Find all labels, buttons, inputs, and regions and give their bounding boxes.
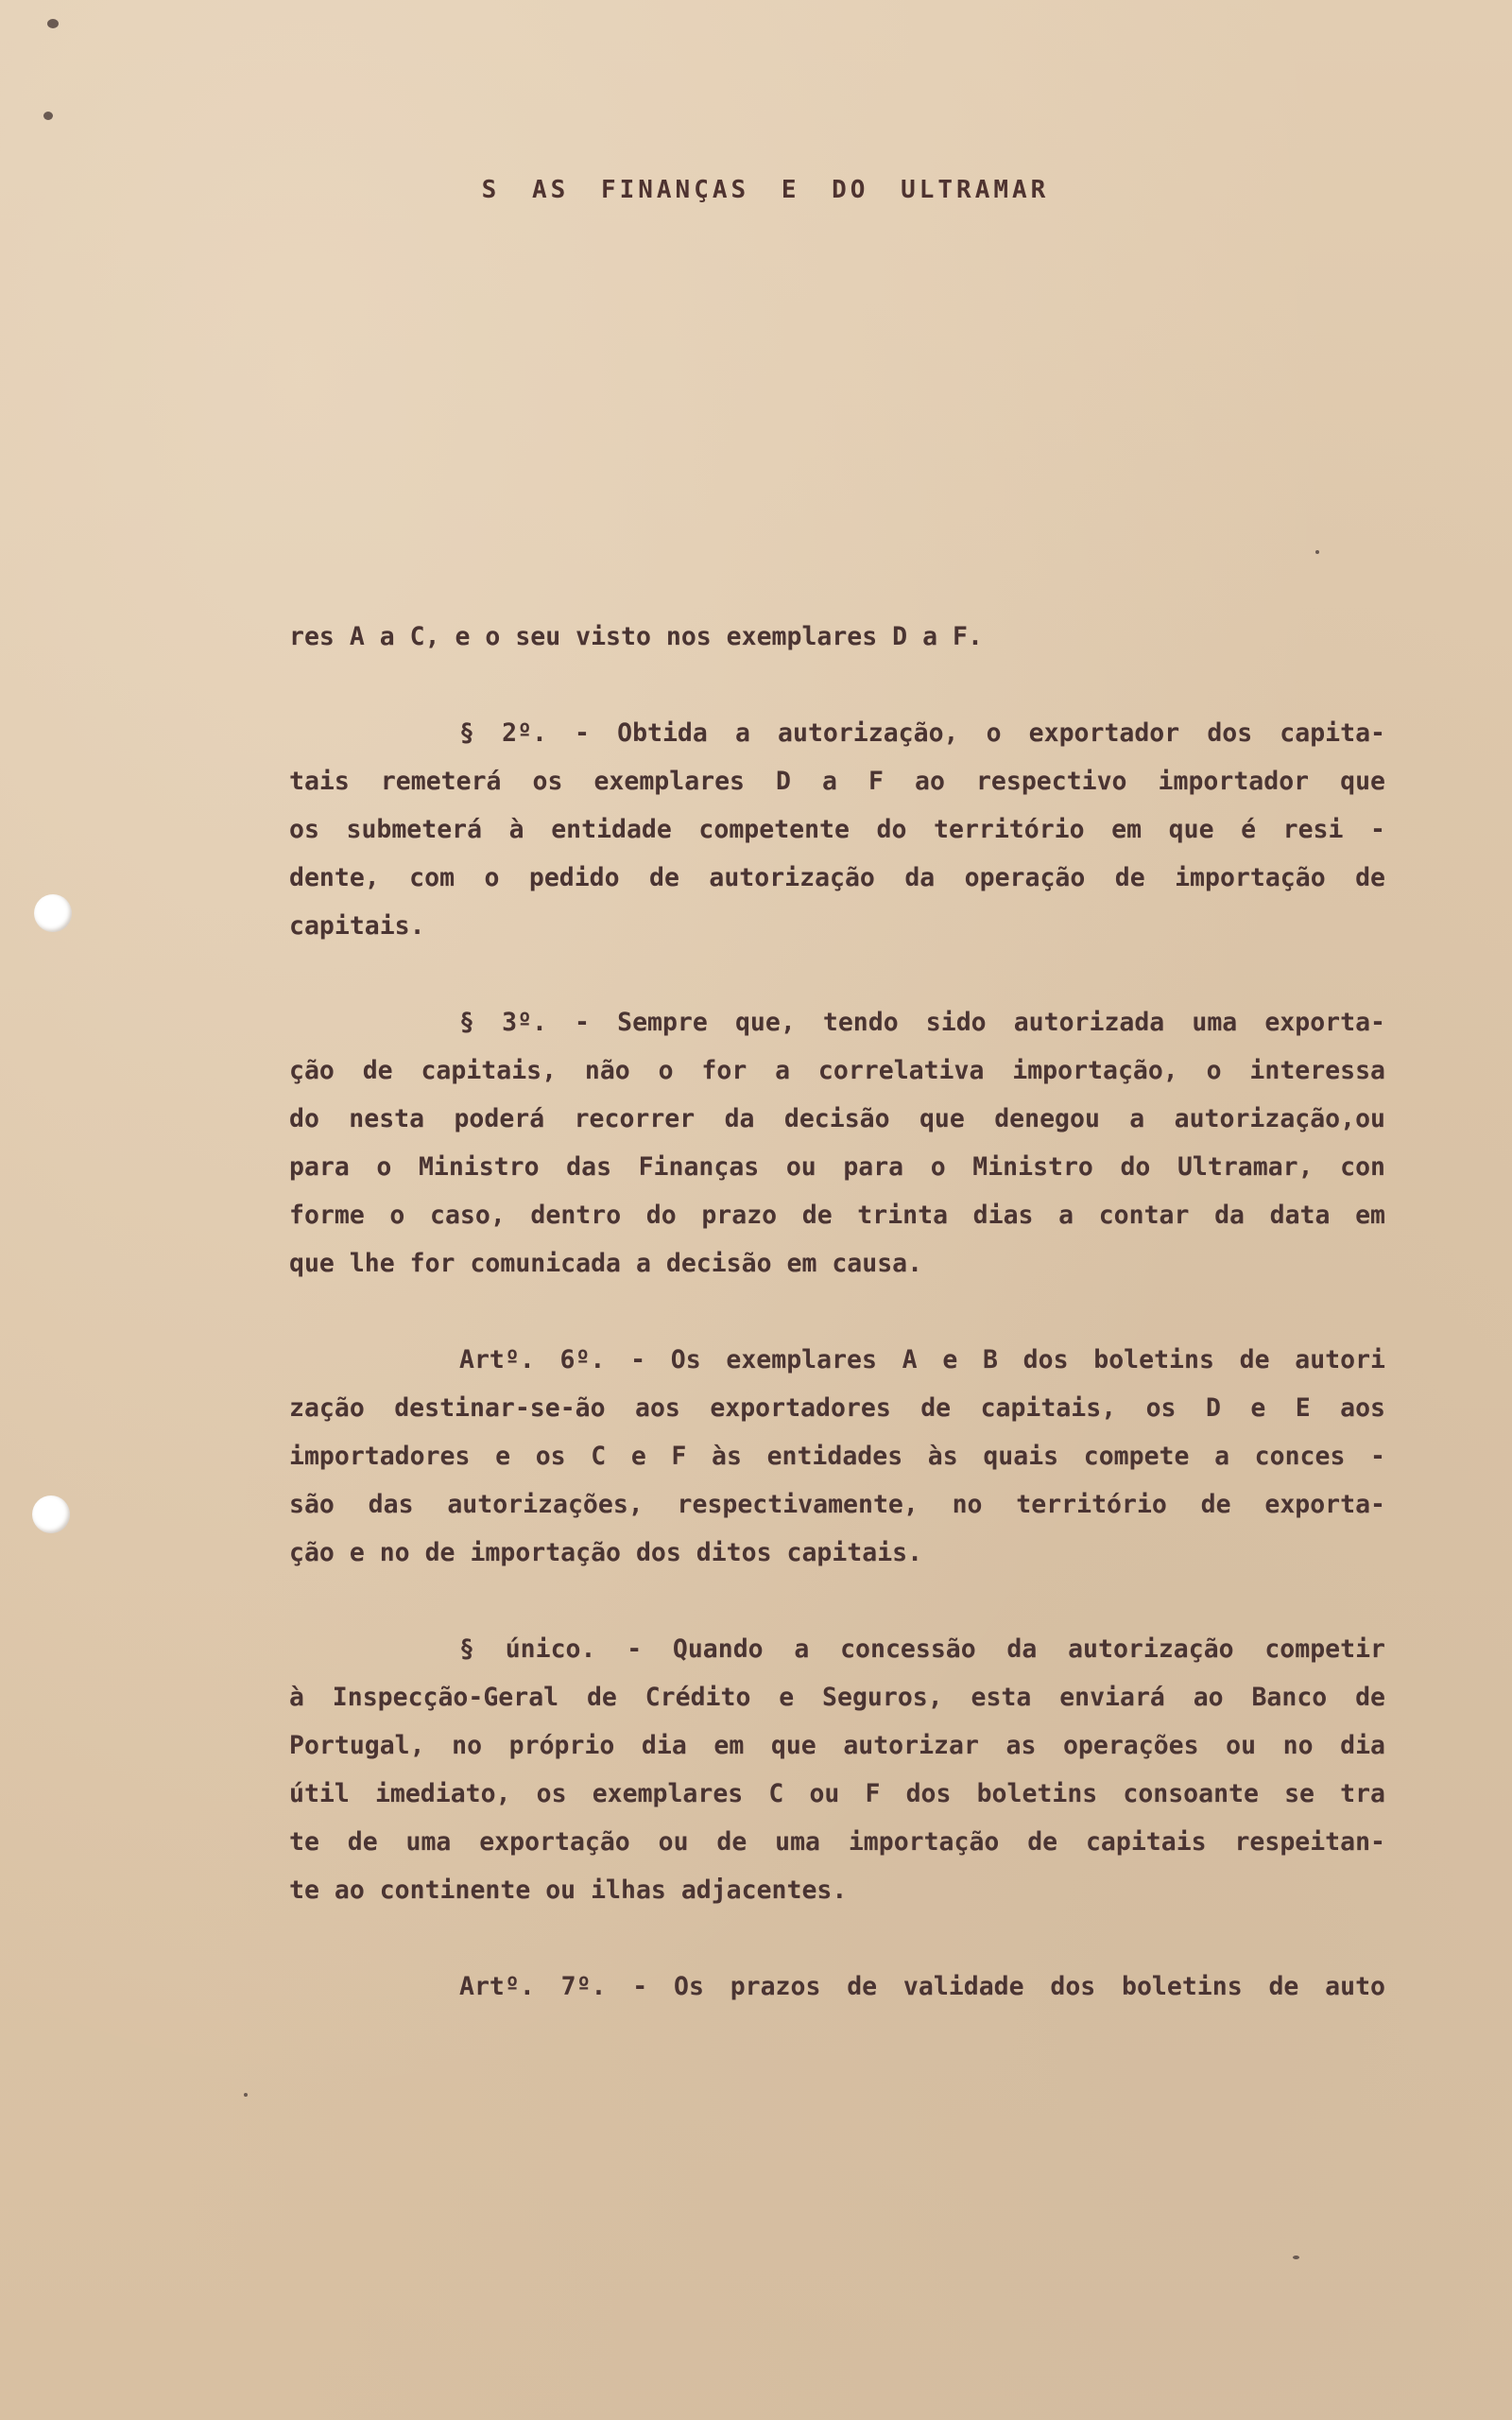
text-line: importadores e os C e F às entidades às quais compete a conces - — [289, 1442, 1385, 1471]
text-line: do nesta poderá recorrer da decisão que denegou a autorização,ou — [289, 1104, 1385, 1133]
text-line: te de uma exportação ou de uma importação de capitais respeitan- — [289, 1827, 1385, 1857]
text-line: são das autorizações, respectivamente, no território de exporta- — [289, 1490, 1385, 1519]
text-line: à Inspecção-Geral de Crédito e Seguros, esta enviará ao Banco de — [289, 1683, 1385, 1712]
text-line: os submeterá à entidade competente do território em que é resi - — [289, 815, 1385, 844]
paper-speck — [43, 112, 53, 120]
paper-speck — [244, 2093, 248, 2097]
text-line: tais remeterá os exemplares D a F ao respectivo importador que — [289, 767, 1385, 796]
text-line: Portugal, no próprio dia em que autorizar as operações ou no dia — [289, 1731, 1385, 1760]
text-line: útil imediato, os exemplares C ou F dos boletins consoante se tra — [289, 1779, 1385, 1808]
text-line: ção de capitais, não o for a correlativa importação, o interessa — [289, 1056, 1385, 1085]
text-line: Artº. 6º. - Os exemplares A e B dos boletins de autori — [459, 1345, 1385, 1374]
text-line: te ao continente ou ilhas adjacentes. — [289, 1876, 848, 1905]
text-line: dente, com o pedido de autorização da operação de importação de — [289, 863, 1385, 892]
text-line: ção e no de importação dos ditos capitais. — [289, 1538, 923, 1567]
text-line: para o Ministro das Finanças ou para o Ministro do Ultramar, con — [289, 1152, 1385, 1182]
text-line: § 2º. - Obtida a autorização, o exportador dos capita- — [459, 718, 1385, 748]
text-line: § 3º. - Sempre que, tendo sido autorizada uma exporta- — [459, 1008, 1385, 1037]
paper-speck — [1293, 2256, 1299, 2259]
page-header: S AS FINANÇAS E DO ULTRAMAR — [481, 176, 1050, 204]
paper-speck — [47, 19, 59, 28]
punch-hole — [32, 1495, 70, 1533]
text-line: res A a C, e o seu visto nos exemplares D a F. — [289, 622, 983, 651]
text-line: § único. - Quando a concessão da autorização competir — [459, 1634, 1385, 1664]
text-line: Artº. 7º. - Os prazos de validade dos boletins de auto — [459, 1972, 1385, 2001]
paper-speck — [1315, 550, 1319, 554]
punch-hole — [34, 894, 72, 932]
document-body — [289, 613, 1385, 2011]
text-line: forme o caso, dentro do prazo de trinta dias a contar da data em — [289, 1201, 1385, 1230]
text-line: que lhe for comunicada a decisão em causa. — [289, 1249, 923, 1278]
text-line: capitais. — [289, 911, 425, 941]
text-line: zação destinar-se-ão aos exportadores de capitais, os D e E aos — [289, 1393, 1385, 1423]
